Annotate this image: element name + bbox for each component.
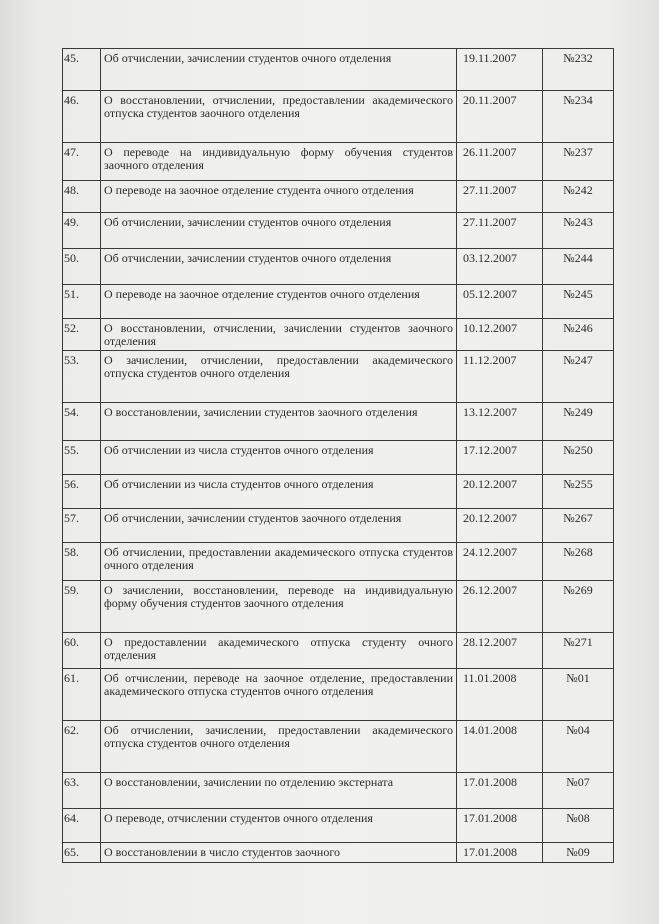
row-number: 65. [63,843,101,863]
table-row [63,809,614,843]
order-title: Об отчислении, переводе на заочное отделение, предоставлении академического отпуска студентов очного отделения [101,669,457,721]
table-row [63,319,614,351]
order-number: №242 [543,181,614,213]
row-number: 52. [63,319,101,351]
order-date: 27.11.2007 [457,181,543,213]
table-row [63,633,614,669]
order-title: О восстановлении, зачислении студентов заочного отделения [101,403,457,441]
row-number: 58. [63,543,101,581]
order-number: №247 [543,351,614,403]
order-date: 14.01.2008 [457,721,543,773]
order-date: 28.12.2007 [457,633,543,669]
table-row [63,143,614,181]
order-title: Об отчислении, зачислении студентов заочного отделения [101,509,457,543]
order-title: О восстановлении, отчислении, предоставлении академического отпуска студентов заочного отделения [101,91,457,143]
order-date: 11.12.2007 [457,351,543,403]
order-number: №267 [543,509,614,543]
orders-table-body [63,49,614,863]
order-number: №232 [543,49,614,91]
order-title: О предоставлении академического отпуска студенту очного отделения [101,633,457,669]
order-date: 11.01.2008 [457,669,543,721]
row-number: 59. [63,581,101,633]
order-title: Об отчислении из числа студентов очного отделения [101,475,457,509]
order-date: 17.01.2008 [457,809,543,843]
order-date: 26.11.2007 [457,143,543,181]
row-number: 57. [63,509,101,543]
order-date: 03.12.2007 [457,249,543,285]
row-number: 51. [63,285,101,319]
order-date: 13.12.2007 [457,403,543,441]
order-title: О переводе, отчислении студентов очного отделения [101,809,457,843]
row-number: 48. [63,181,101,213]
order-date: 17.01.2008 [457,773,543,809]
order-date: 27.11.2007 [457,213,543,249]
order-title: О восстановлении, зачислении по отделению экстерната [101,773,457,809]
order-date: 05.12.2007 [457,285,543,319]
order-date: 20.12.2007 [457,475,543,509]
row-number: 46. [63,91,101,143]
row-number: 63. [63,773,101,809]
table-row [63,91,614,143]
order-title: О восстановлении в число студентов заочного [101,843,457,863]
order-title: О переводе на заочное отделение студентов очного отделения [101,285,457,319]
row-number: 62. [63,721,101,773]
order-number: №09 [543,843,614,863]
order-number: №237 [543,143,614,181]
order-title: Об отчислении, зачислении студентов очного отделения [101,249,457,285]
order-date: 19.11.2007 [457,49,543,91]
order-date: 17.01.2008 [457,843,543,863]
order-title: Об отчислении, зачислении, предоставлении академического отпуска студентов очного отделения [101,721,457,773]
order-number: №250 [543,441,614,475]
order-number: №244 [543,249,614,285]
row-number: 61. [63,669,101,721]
table-row [63,49,614,91]
table-row [63,285,614,319]
row-number: 45. [63,49,101,91]
row-number: 53. [63,351,101,403]
order-date: 20.12.2007 [457,509,543,543]
order-date: 17.12.2007 [457,441,543,475]
order-title: Об отчислении из числа студентов очного отделения [101,441,457,475]
table-row [63,351,614,403]
order-number: №246 [543,319,614,351]
order-number: №269 [543,581,614,633]
order-title: О восстановлении, отчислении, зачислении студентов заочного отделения [101,319,457,351]
order-date: 26.12.2007 [457,581,543,633]
orders-table [62,48,614,863]
order-number: №249 [543,403,614,441]
row-number: 60. [63,633,101,669]
order-number: №07 [543,773,614,809]
row-number: 50. [63,249,101,285]
table-row [63,181,614,213]
row-number: 47. [63,143,101,181]
order-title: Об отчислении, зачислении студентов очного отделения [101,213,457,249]
order-number: №271 [543,633,614,669]
order-title: Об отчислении, зачислении студентов очного отделения [101,49,457,91]
order-date: 24.12.2007 [457,543,543,581]
order-number: №04 [543,721,614,773]
table-row [63,773,614,809]
order-date: 10.12.2007 [457,319,543,351]
order-title: О зачислении, отчислении, предоставлении академического отпуска студентов очного отделения [101,351,457,403]
order-number: №245 [543,285,614,319]
row-number: 56. [63,475,101,509]
table-row [63,249,614,285]
table-row [63,843,614,863]
order-title: О переводе на заочное отделение студента очного отделения [101,181,457,213]
row-number: 55. [63,441,101,475]
table-row [63,581,614,633]
table-row [63,543,614,581]
table-row [63,441,614,475]
table-row [63,509,614,543]
table-row [63,721,614,773]
order-number: №243 [543,213,614,249]
order-number: №268 [543,543,614,581]
order-title: О зачислении, восстановлении, переводе на индивидуальную форму обучения студентов заочного отделения [101,581,457,633]
order-date: 20.11.2007 [457,91,543,143]
order-title: Об отчислении, предоставлении академического отпуска студентов очного отделения [101,543,457,581]
order-title: О переводе на индивидуальную форму обучения студентов заочного отделения [101,143,457,181]
table-row [63,213,614,249]
table-row [63,403,614,441]
row-number: 64. [63,809,101,843]
table-row [63,669,614,721]
order-number: №234 [543,91,614,143]
order-number: №01 [543,669,614,721]
order-number: №255 [543,475,614,509]
order-number: №08 [543,809,614,843]
table-row [63,475,614,509]
row-number: 49. [63,213,101,249]
row-number: 54. [63,403,101,441]
